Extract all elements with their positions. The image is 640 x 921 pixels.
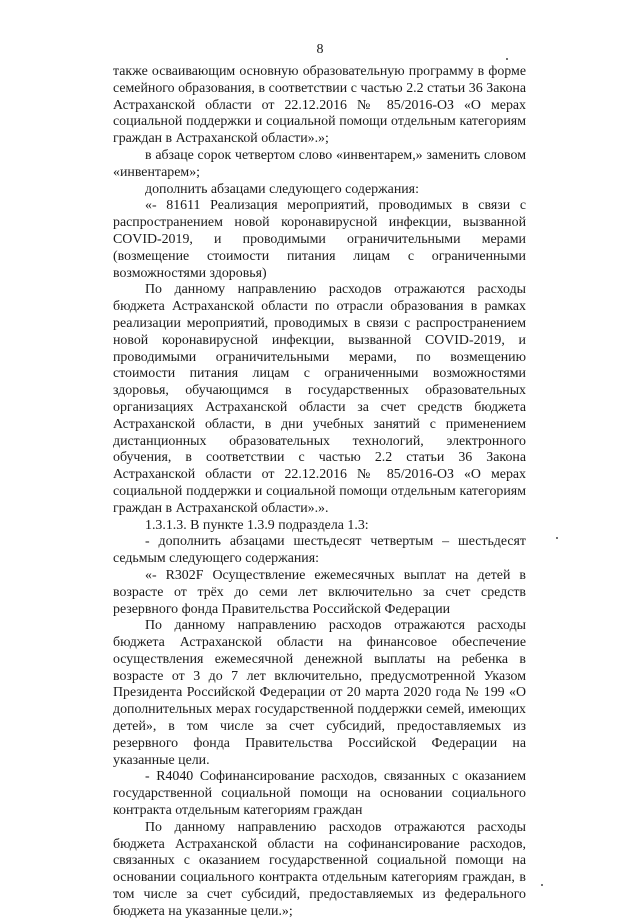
- paragraph-7: - дополнить абзацами шестьдесят четвертым – шестьдесят седьмым следующего содержания:: [113, 534, 526, 567]
- paragraph-10: - R4040 Софинансирование расходов, связанных с оказанием государственной социальной помощи на основании социального контракта отдельным категориям граждан: [113, 769, 526, 819]
- paragraph-8: «- R302F Осуществление ежемесячных выплат на детей в возрасте от трёх до семи лет включительно за счет средств резервного фонда Правительства Российской Федерации: [113, 567, 526, 617]
- page-number: 8: [316, 42, 324, 57]
- paragraph-1: также осваивающим основную образовательную программу в форме семейного образования, в соответствии с частью 2.2 статьи 36 Закона Астраханской области от 22.12.2016 № 85/2016-ОЗ «О мерах социальной поддержки и социальной помощи отдельным категориям граждан в Астраханской области».»;: [113, 64, 526, 147]
- paragraph-5: По данному направлению расходов отражаются расходы бюджета Астраханской области по отрасли образования в рамках реализации мероприятий, проводимых в связи с распространением новой коронавирусной инфекции, вызванной COVID-2019, и проводимыми ограничительными мерами, по возмещению стоимости питания лицам с ограниченными возможностями здоровья, обучающимся в государственных образовательных организациях Астраханской области за счет средств бюджета Астраханской области, в дни учебных занятий с применением дистанционных образовательных технологий, электронного обучения, в соответствии с частью 2.2 статьи 36 Закона Астраханской области от 22.12.2016 № 85/2016-ОЗ «О мерах социальной поддержки и социальной помощи отдельным категориям граждан в Астраханской области».».: [113, 282, 526, 516]
- paragraph-4: «- 81611 Реализация мероприятий, проводимых в связи с распространением новой коронавирусной инфекции, вызванной COVID-2019, и проводимыми ограничительными мерами (возмещение стоимости питания лицам с ограниченными возможностями здоровья): [113, 198, 526, 281]
- paragraph-6: 1.3.1.3. В пункте 1.3.9 подраздела 1.3:: [145, 517, 369, 533]
- scan-speck: [556, 537, 558, 539]
- document-body: [113, 64, 526, 921]
- paragraph-9: По данному направлению расходов отражаются расходы бюджета Астраханской области на финансовое обеспечение осуществления ежемесячной денежной выплаты на ребенка в возрасте от 3 до 7 лет включительно, предусмотренной Указом Президента Российской Федерации от 20 марта 2020 года № 199 «О дополнительных мерах государственной поддержки семей, имеющих детей», в том числе за счет субсидий, предоставляемых из резервного фонда Правительства Российской Федерации на указанные цели.: [113, 618, 526, 768]
- paragraph-11: По данному направлению расходов отражаются расходы бюджета Астраханской области на софинансирование расходов, связанных с оказанием государственной социальной помощи на основании социального контракта отдельным категориям граждан, в том числе за счет субсидий, предоставляемых из федерального бюджета на указанные цели.»;: [113, 819, 526, 919]
- paragraph-2: в абзаце сорок четвертом слово «инвентарем,» заменить словом «инвентарем»;: [113, 147, 526, 180]
- paragraph-3: дополнить абзацами следующего содержания:: [145, 181, 419, 197]
- scan-speck: [506, 58, 508, 60]
- scan-speck: [541, 884, 543, 886]
